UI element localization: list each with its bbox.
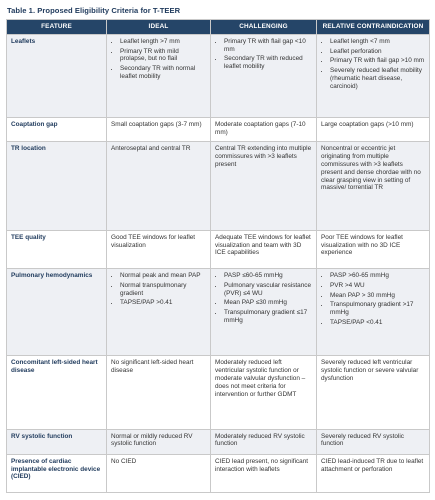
table-row	[7, 230, 430, 268]
bullet-item: • Leaflet length <7 mm	[330, 38, 425, 46]
feature-cell: Leaflets	[7, 34, 107, 117]
table-title: Table 1. Proposed Eligibility Criteria for T-TEER	[7, 6, 181, 15]
ideal-cell	[107, 34, 211, 117]
ideal-cell: Small coaptation gaps (3-7 mm)	[107, 118, 211, 142]
table-row	[7, 118, 430, 142]
bullet-item: • TAPSE/PAP >0.41	[120, 299, 206, 307]
ideal-cell: Good TEE windows for leaflet visualization	[107, 230, 211, 268]
table-row	[7, 34, 430, 117]
table-row	[7, 429, 430, 454]
table-row	[7, 356, 430, 429]
bullet-item: • TAPSE/PAP <0.41	[330, 319, 425, 327]
bullet-item: • Severely reduced leaflet mobility (rheumatic heart disease, carcinoid)	[330, 67, 425, 90]
challenging-cell: Adequate TEE windows for leaflet visualization and team with 3D ICE capabilities	[211, 230, 317, 268]
table-body	[7, 34, 430, 492]
contraindication-cell: Large coaptation gaps (>10 mm)	[317, 118, 430, 142]
bullet-list	[215, 38, 312, 71]
bullet-list	[111, 272, 206, 307]
bullet-item: • PASP ≤60-65 mmHg	[224, 272, 312, 280]
table-row	[7, 454, 430, 492]
challenging-cell: Central TR extending into multiple commissures with >3 leaflets present	[211, 142, 317, 230]
contraindication-cell: Poor TEE windows for leaflet visualization with no 3D ICE experience	[317, 230, 430, 268]
header-ideal: IDEAL	[107, 20, 211, 35]
bullet-list	[215, 272, 312, 325]
bullet-list	[321, 38, 425, 91]
bullet-item: • PASP >60-65 mmHg	[330, 272, 425, 280]
bullet-item: • Normal transpulmonary gradient	[120, 282, 206, 298]
bullet-item: • Primary TR with flail gap <10 mm	[224, 38, 312, 54]
header-row	[7, 20, 430, 35]
feature-cell: RV systolic function	[7, 429, 107, 454]
challenging-cell: Moderately reduced left ventricular systolic function or moderate valvular dysfunction – does not meet criteria for intervention or further GDMT	[211, 356, 317, 429]
ideal-cell	[107, 268, 211, 355]
contraindication-cell: CIED lead-induced TR due to leaflet attachment or perforation	[317, 454, 430, 492]
bullet-item: • Leaflet length >7 mm	[120, 38, 206, 46]
challenging-cell	[211, 268, 317, 355]
challenging-cell: CIED lead present, no significant interaction with leaflets	[211, 454, 317, 492]
challenging-cell: Moderately reduced RV systolic function	[211, 429, 317, 454]
contraindication-cell: Noncentral or eccentric jet originating from multiple commissures with >3 leaflets present and dense chordae with no clear grasping view in setting of massive/ torrential TR	[317, 142, 430, 230]
feature-cell: Concomitant left-sided heart disease	[7, 356, 107, 429]
header-relative-contraindication: RELATIVE CONTRAINDICATION	[317, 20, 430, 35]
feature-cell: TEE quality	[7, 230, 107, 268]
bullet-item: • Secondary TR with reduced leaflet mobility	[224, 55, 312, 71]
table-row	[7, 142, 430, 230]
contraindication-cell	[317, 34, 430, 117]
contraindication-cell: Severely reduced RV systolic function	[317, 429, 430, 454]
contraindication-cell: Severely reduced left ventricular systolic function or severe valvular dysfunction	[317, 356, 430, 429]
bullet-item: • Leaflet perforation	[330, 48, 425, 56]
eligibility-criteria-table	[6, 19, 430, 493]
challenging-cell	[211, 34, 317, 117]
ideal-cell: Normal or mildly reduced RV systolic function	[107, 429, 211, 454]
bullet-item: • Transpulmonary gradient ≤17 mmHg	[224, 309, 312, 325]
feature-cell: TR location	[7, 142, 107, 230]
ideal-cell: No significant left-sided heart disease	[107, 356, 211, 429]
bullet-item: • Primary TR with mild prolapse, but no flail	[120, 48, 206, 64]
bullet-list	[321, 272, 425, 327]
contraindication-cell	[317, 268, 430, 355]
bullet-item: • Pulmonary vascular resistance (PVR) ≤4 WU	[224, 282, 312, 298]
bullet-item: • Secondary TR with normal leaflet mobility	[120, 65, 206, 81]
bullet-item: • PVR >4 WU	[330, 282, 425, 290]
ideal-cell: No CIED	[107, 454, 211, 492]
bullet-item: • Normal peak and mean PAP	[120, 272, 206, 280]
ideal-cell: Anteroseptal and central TR	[107, 142, 211, 230]
feature-cell: Presence of cardiac implantable electronic device (CIED)	[7, 454, 107, 492]
bullet-list	[111, 38, 206, 81]
bullet-item: • Mean PAP ≤30 mmHg	[224, 299, 312, 307]
feature-cell: Pulmonary hemodynamics	[7, 268, 107, 355]
bullet-item: • Mean PAP > 30 mmHg	[330, 292, 425, 300]
table-row	[7, 268, 430, 355]
challenging-cell: Moderate coaptation gaps (7-10 mm)	[211, 118, 317, 142]
bullet-item: • Primary TR with flail gap >10 mm	[330, 57, 425, 65]
feature-cell: Coaptation gap	[7, 118, 107, 142]
header-challenging: CHALLENGING	[211, 20, 317, 35]
header-feature: FEATURE	[7, 20, 107, 35]
bullet-item: • Transpulmonary gradient >17 mmHg	[330, 301, 425, 317]
